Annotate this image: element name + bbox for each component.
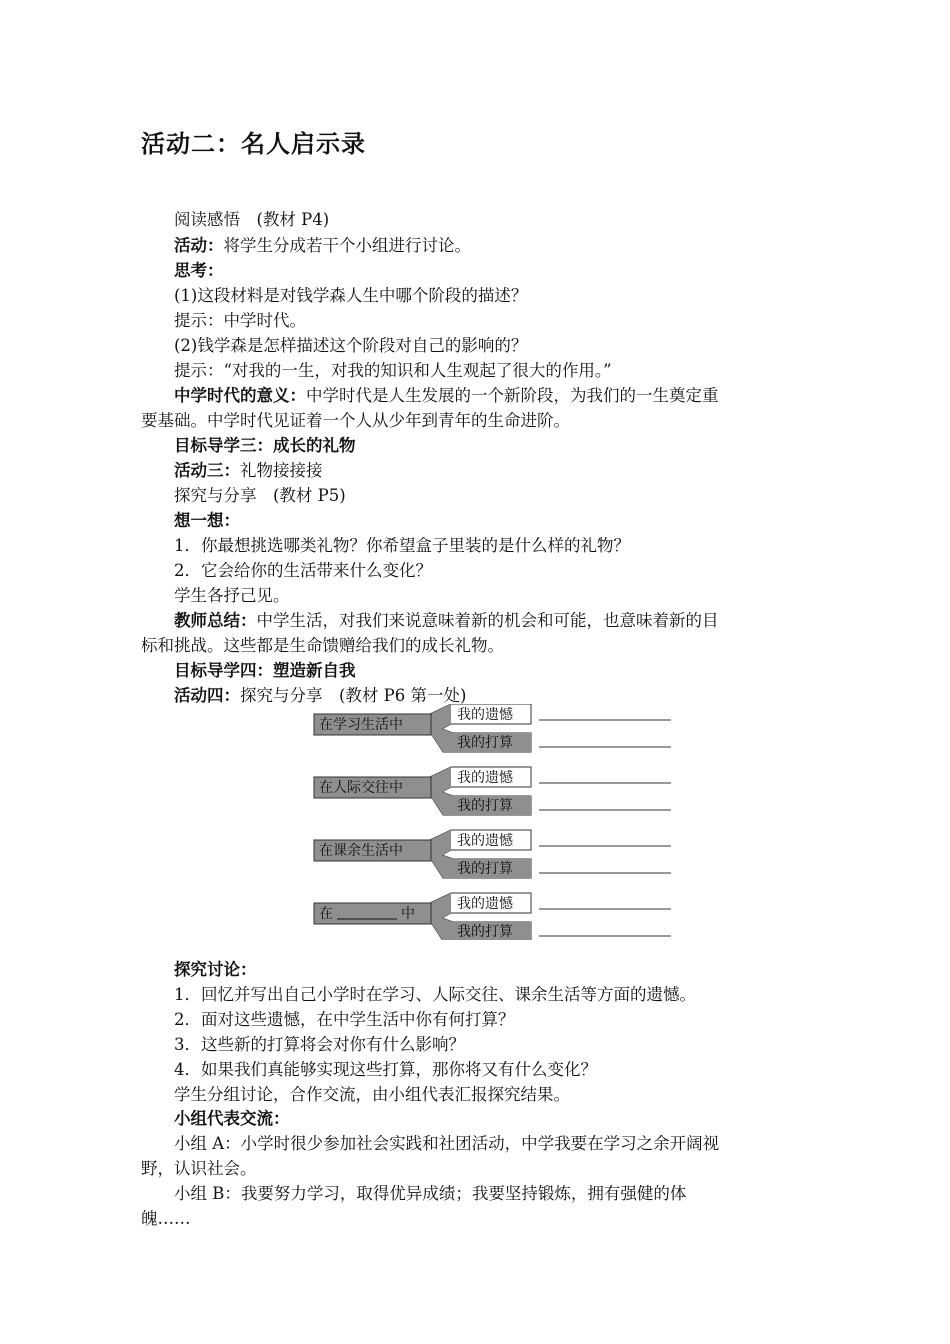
- regret-plan-diagram: [313, 704, 673, 940]
- section-heading: 目标导学三：成长的礼物: [174, 436, 356, 455]
- plan-label: 我的打算: [457, 924, 513, 940]
- text-line: 小组 B：我要努力学习，取得优异成绩；我要坚持锻炼，拥有强健的体: [174, 1184, 687, 1203]
- bold-label: 活动：: [174, 236, 224, 255]
- bold-label: 想一想：: [174, 511, 240, 530]
- bold-label: 探究讨论：: [174, 960, 257, 979]
- text-line: 学生分组讨论，合作交流，由小组代表汇报探究结果。: [174, 1085, 570, 1104]
- group-label: 在学习生活中: [319, 717, 403, 733]
- text-line: 探究与分享 (教材 P5): [174, 486, 346, 505]
- bold-label: 中学时代的意义：: [174, 386, 306, 405]
- text-line: [174, 659, 356, 683]
- plan-label: 我的打算: [457, 861, 513, 877]
- group-label-prefix: 在: [319, 906, 333, 922]
- line-text: 礼物接接接: [240, 461, 323, 480]
- group-label: 在人际交往中: [319, 780, 403, 796]
- diagram-group: [314, 767, 671, 815]
- text-line: 野，认识社会。: [141, 1159, 257, 1178]
- text-line: 提示：中学时代。: [174, 311, 306, 330]
- bold-label: 小组代表交流：: [174, 1109, 290, 1128]
- text-line: [174, 384, 719, 408]
- text-line: 3．这些新的打算将会对你有什么影响？: [174, 1035, 465, 1054]
- text-line: [174, 459, 323, 483]
- diagram-group: [314, 830, 671, 878]
- text-line: [174, 1107, 290, 1131]
- text-line: [174, 234, 471, 258]
- bold-label: 活动三：: [174, 461, 240, 480]
- text-line: [174, 259, 224, 283]
- text-line: 1．回忆并写出自己小学时在学习、人际交往、课余生活等方面的遗憾。: [174, 985, 696, 1004]
- text-line: [174, 509, 240, 533]
- page-title: 活动二：名人启示录: [141, 130, 366, 158]
- text-line: 魄……: [141, 1209, 191, 1228]
- plan-label: 我的打算: [457, 798, 513, 814]
- bold-label: 活动四：: [174, 686, 240, 705]
- diagram-group: [314, 704, 671, 752]
- group-label: 在课余生活中: [319, 843, 403, 859]
- text-line: 2．它会给你的生活带来什么变化？: [174, 561, 432, 580]
- text-line: 标和挑战。这些都是生命馈赠给我们的成长礼物。: [141, 636, 504, 655]
- line-text: 将学生分成若干个小组进行讨论。: [223, 236, 471, 255]
- text-line: 2．面对这些遗憾，在中学生活中你有何打算？: [174, 1010, 515, 1029]
- plan-label: 我的打算: [457, 735, 513, 751]
- line-text: 探究与分享 (教材 P6 第一处): [240, 686, 467, 705]
- text-line: 4．如果我们真能够实现这些打算，那你将又有什么变化？: [174, 1060, 597, 1079]
- regret-label: 我的遗憾: [457, 896, 513, 912]
- text-line: 学生各抒己见。: [174, 586, 290, 605]
- regret-label: 我的遗憾: [457, 707, 513, 723]
- group-label-suffix: 中: [401, 906, 415, 922]
- regret-label: 我的遗憾: [457, 833, 513, 849]
- text-line: 阅读感悟 (教材 P4): [174, 210, 330, 229]
- text-line: 要基础。中学时代见证着一个人从少年到青年的生命进阶。: [141, 411, 570, 430]
- text-line: 1．你最想挑选哪类礼物？你希望盒子里装的是什么样的礼物？: [174, 536, 630, 555]
- diagram-group: [314, 893, 671, 940]
- line-text: 中学生活，对我们来说意味着新的机会和可能，也意味着新的目: [256, 611, 719, 630]
- text-line: (2)钱学森是怎样描述这个阶段对自己的影响的？: [174, 336, 528, 355]
- section-heading: 目标导学四：塑造新自我: [174, 661, 356, 680]
- line-text: 中学时代是人生发展的一个新阶段，为我们的一生奠定重: [306, 386, 719, 405]
- regret-label: 我的遗憾: [457, 770, 513, 786]
- text-line: [174, 434, 356, 458]
- bold-label: 思考：: [174, 261, 224, 280]
- text-line: (1)这段材料是对钱学森人生中哪个阶段的描述？: [174, 286, 528, 305]
- bold-label: 教师总结：: [174, 611, 257, 630]
- text-line: [174, 958, 257, 982]
- text-line: 提示：“对我的一生，对我的知识和人生观起了很大的作用。”: [174, 361, 612, 380]
- text-line: 小组 A：小学时很少参加社会实践和社团活动，中学我要在学习之余开阔视: [174, 1134, 720, 1153]
- text-line: [174, 609, 719, 633]
